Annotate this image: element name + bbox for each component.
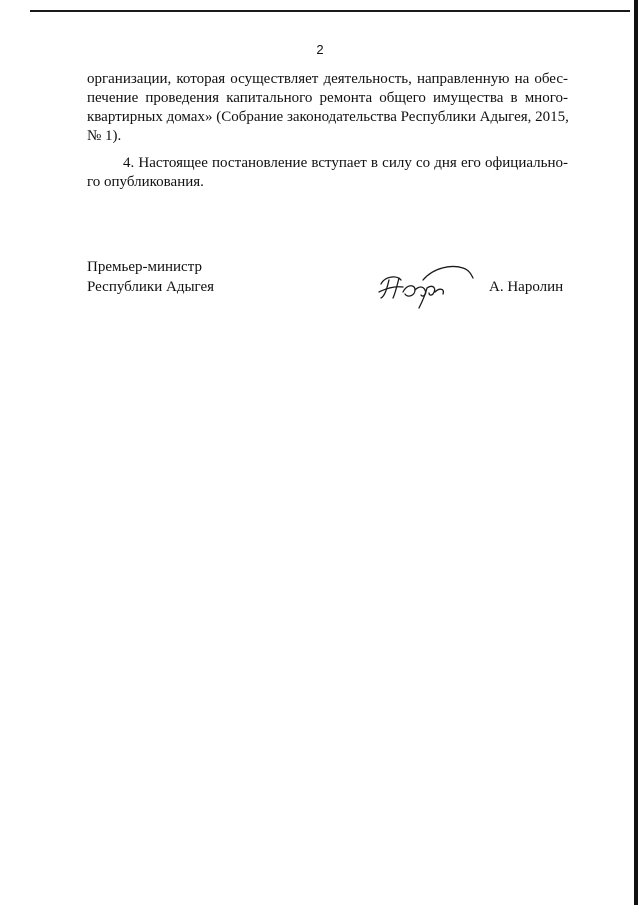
signatory-name: А. Наролин: [489, 279, 564, 295]
text-line: № 1).: [87, 128, 122, 144]
text-line: 4. Настоящее постановление вступает в силу со дня его официально-: [123, 155, 568, 171]
paragraph-continuation: [87, 70, 568, 146]
position-line: Премьер-министр: [87, 259, 202, 275]
paragraph-effective-date: [87, 154, 568, 192]
text-line: организации, которая осуществляет деятельность, направленную на обес-: [87, 71, 568, 87]
text-line: печение проведения капитального ремонта общего имущества в много-: [87, 90, 568, 106]
signatory-position: [87, 257, 214, 297]
text-line: го опубликования.: [87, 174, 204, 190]
handwritten-signature: [375, 262, 477, 310]
position-line: Республики Адыгея: [87, 279, 215, 295]
text-line: квартирных домах» (Собрание законодательства Республики Адыгея, 2015,: [87, 109, 569, 125]
page-number: 2: [316, 42, 324, 57]
scan-edge-right: [634, 0, 638, 905]
scan-edge-top: [30, 10, 630, 12]
